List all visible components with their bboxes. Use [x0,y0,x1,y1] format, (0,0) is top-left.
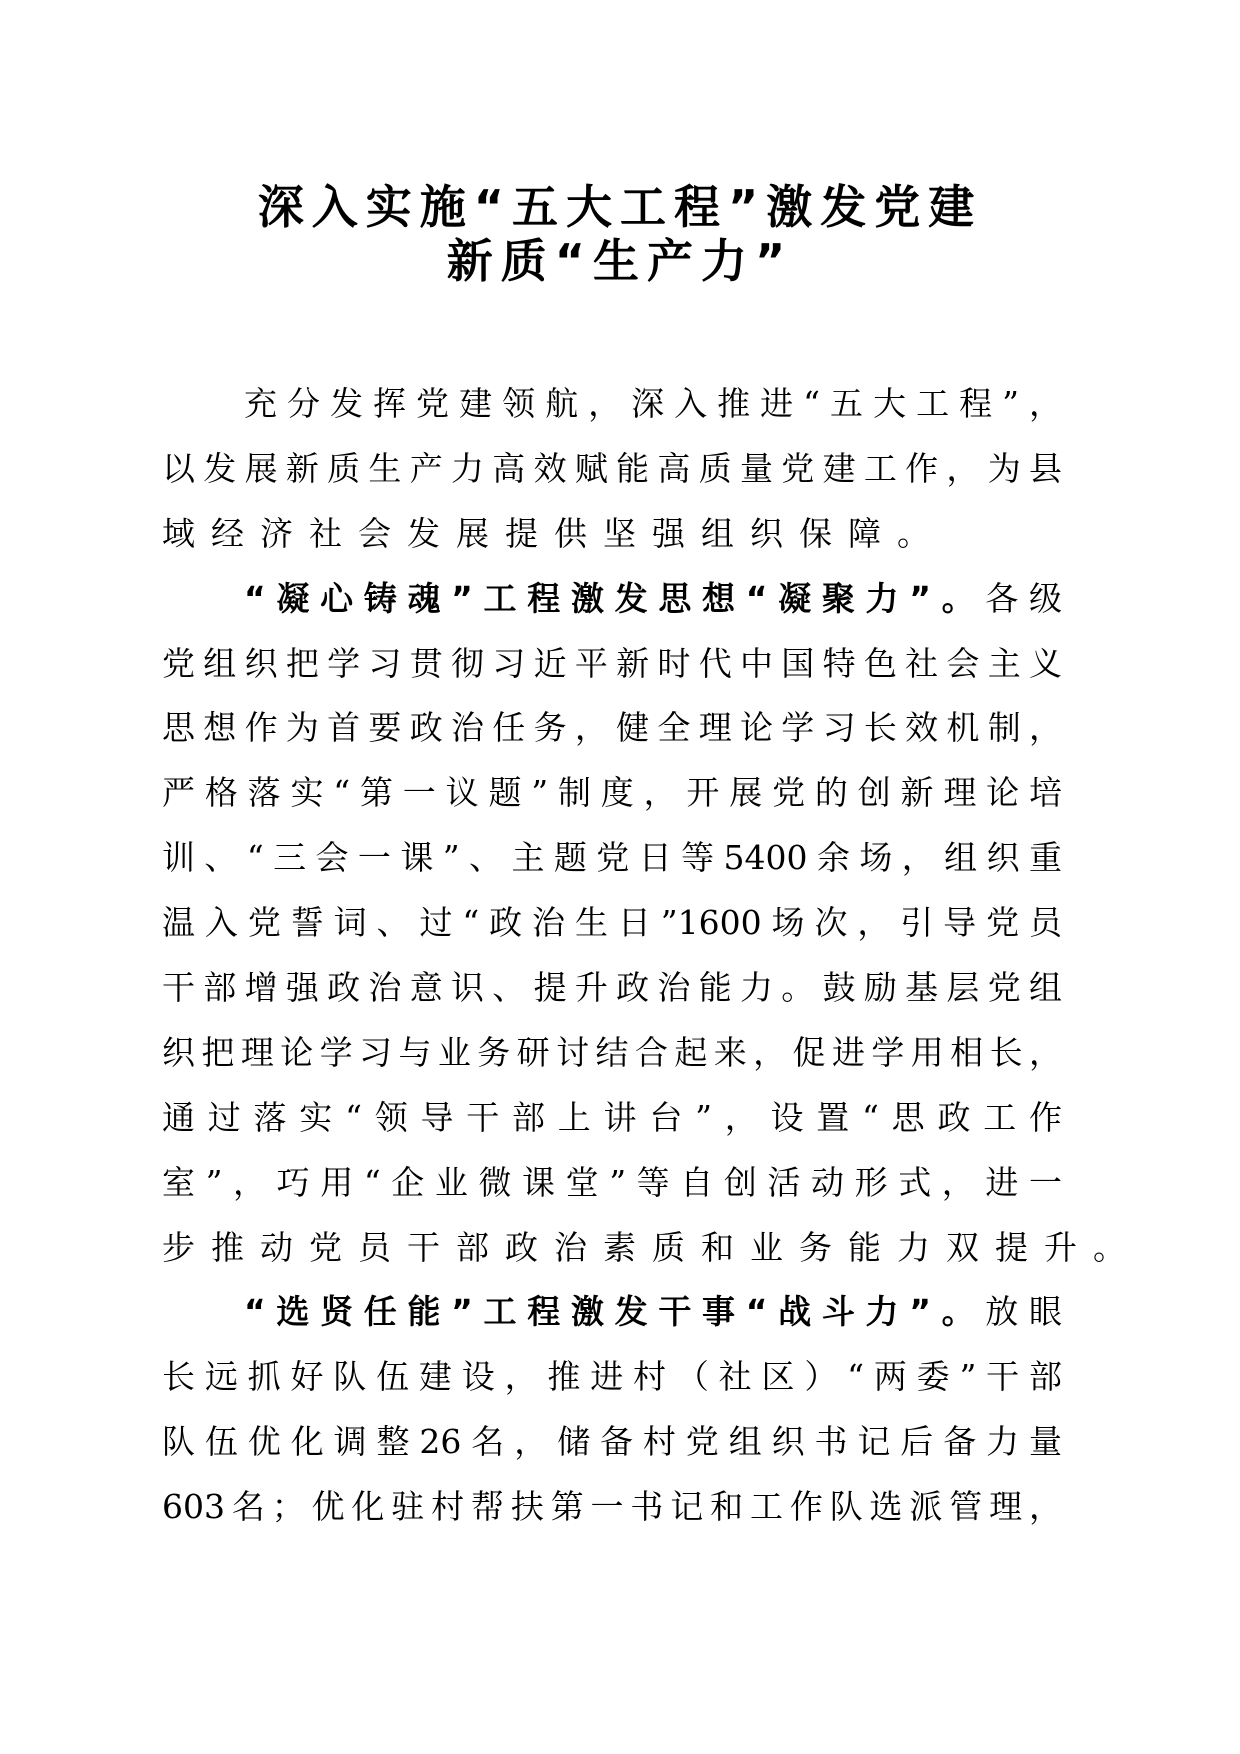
paragraph-line: 队伍优化调整26名，储备村党组织书记后备力量 [162,1422,1062,1462]
paragraph-line: 训、“三会一课”、主题党日等5400余场，组织重 [162,838,1062,878]
document-title-line-2: 新质“生产力” [446,234,794,288]
paragraph-line: 步推动党员干部政治素质和业务能力双提升。 [162,1227,1142,1267]
paragraph-first-line [162,1280,1062,1345]
paragraph-line: 严格落实“第一议题”制度，开展党的创新理论培 [162,773,1062,813]
paragraph-line: 充分发挥党建领航，深入推进“五大工程”， [244,384,1062,423]
section-heading: “凝心铸魂”工程激发思想“凝聚力”。 [244,578,986,618]
document-body [162,372,1142,1540]
paragraph-line: 干部增强政治意识、提升政治能力。鼓励基层党组 [162,968,1062,1008]
paragraph-line: 温入党誓词、过“政治生日”1600场次，引导党员 [162,903,1062,943]
paragraph-line: 党组织把学习贯彻习近平新时代中国特色社会主义 [162,643,1062,683]
paragraph-intro [162,372,1062,567]
paragraph-xuanxian-renneng [162,1280,1062,1540]
section-heading: “选贤任能”工程激发干事“战斗力”。 [244,1292,986,1332]
paragraph-line-rest: 放眼 [985,1292,1062,1332]
paragraph-ningxin-zhuhun [162,567,1142,1281]
paragraph-line: 以发展新质生产力高效赋能高质量党建工作，为县 [162,448,1062,488]
paragraph-line-rest: 各级 [985,578,1062,618]
paragraph-line: 域经济社会发展提供坚强组织保障。 [162,513,946,553]
paragraph-line: 通过落实“领导干部上讲台”，设置“思政工作 [162,1097,1062,1137]
paragraph-line: 603名；优化驻村帮扶第一书记和工作队选派管理， [162,1487,1062,1527]
paragraph-line: 长远抓好队伍建设，推进村（社区）“两委”干部 [162,1357,1062,1397]
paragraph-first-line [162,567,1062,632]
paragraph-line: 思想作为首要政治任务，健全理论学习长效机制， [162,708,1062,748]
paragraph-line: 室”，巧用“企业微课堂”等自创活动形式，进一 [162,1162,1062,1202]
paragraph-line: 织把理论学习与业务研讨结合起来，促进学用相长， [162,1032,1062,1072]
document-title-line-1: 深入实施“五大工程”激发党建 [257,180,983,234]
